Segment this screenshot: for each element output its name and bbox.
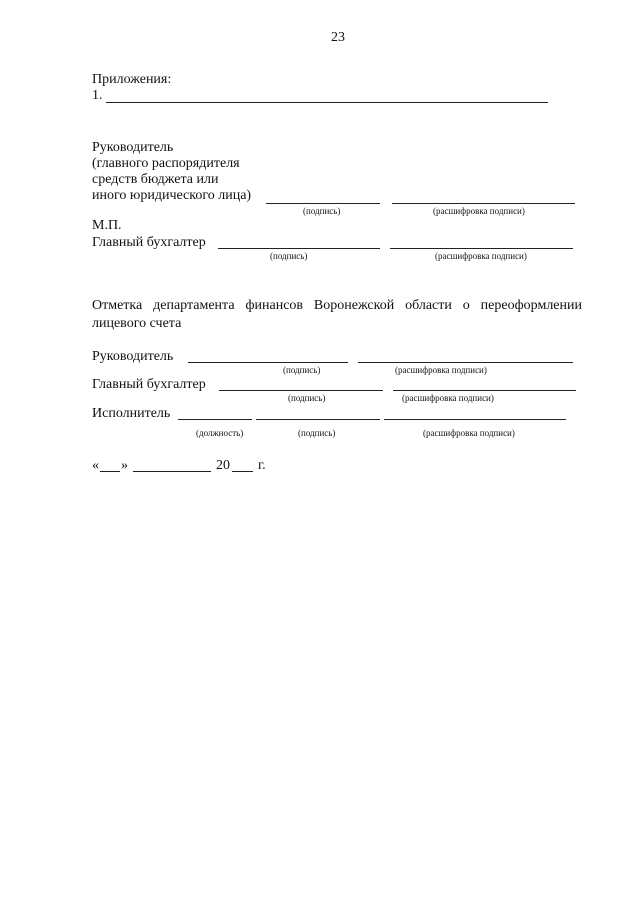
mark-heading-line-2: лицевого счета [92, 316, 182, 331]
mark-executor-decoding-line [384, 419, 566, 420]
attachment-item-number: 1. [92, 88, 103, 103]
mark-executor-label: Исполнитель [92, 406, 171, 421]
mark-chief-signature-line [219, 390, 383, 391]
head-signature-caption: (подпись) [303, 206, 341, 216]
head-label-line-2: (главного распорядителя [92, 156, 240, 171]
date-day-line [100, 471, 120, 472]
mark-heading-line-1: Отметка департамента финансов Воронежской области о переоформлении [92, 298, 582, 313]
mark-executor-decoding-caption: (расшифровка подписи) [423, 428, 515, 438]
head-decoding-line [392, 203, 575, 204]
mark-chief-decoding-line [393, 390, 576, 391]
mark-head-decoding-line [358, 362, 573, 363]
head-label-line-4: иного юридического лица) [92, 188, 252, 203]
date-year-suffix: г. [258, 458, 266, 473]
head-label-line-1: Руководитель [92, 140, 174, 155]
mark-chief-decoding-caption: (расшифровка подписи) [402, 393, 494, 403]
chief-accountant-label: Главный бухгалтер [92, 235, 206, 250]
date-open-quote: « [92, 458, 99, 473]
chief-accountant-decoding-line [390, 248, 573, 249]
date-month-line [133, 471, 211, 472]
mark-executor-signature-caption: (подпись) [298, 428, 336, 438]
head-decoding-caption: (расшифровка подписи) [433, 206, 525, 216]
head-label-line-3: средств бюджета или [92, 172, 219, 187]
page-number: 23 [331, 30, 345, 45]
chief-accountant-signature-line [218, 248, 380, 249]
date-close-quote: » [121, 458, 128, 473]
chief-accountant-decoding-caption: (расшифровка подписи) [435, 251, 527, 261]
date-year-prefix: 20 [216, 458, 230, 473]
mark-executor-position-caption: (должность) [196, 428, 244, 438]
mark-head-decoding-caption: (расшифровка подписи) [395, 365, 487, 375]
mark-chief-signature-caption: (подпись) [288, 393, 326, 403]
mark-head-label: Руководитель [92, 349, 174, 364]
mark-head-signature-caption: (подпись) [283, 365, 321, 375]
chief-accountant-signature-caption: (подпись) [270, 251, 308, 261]
head-signature-line [266, 203, 380, 204]
mark-chief-label: Главный бухгалтер [92, 377, 206, 392]
attachments-heading: Приложения: [92, 72, 172, 87]
date-year-line [232, 471, 253, 472]
mark-executor-position-line [178, 419, 252, 420]
stamp-label: М.П. [92, 218, 122, 233]
mark-executor-signature-line [256, 419, 380, 420]
mark-head-signature-line [188, 362, 348, 363]
attachment-item-line [106, 102, 548, 103]
